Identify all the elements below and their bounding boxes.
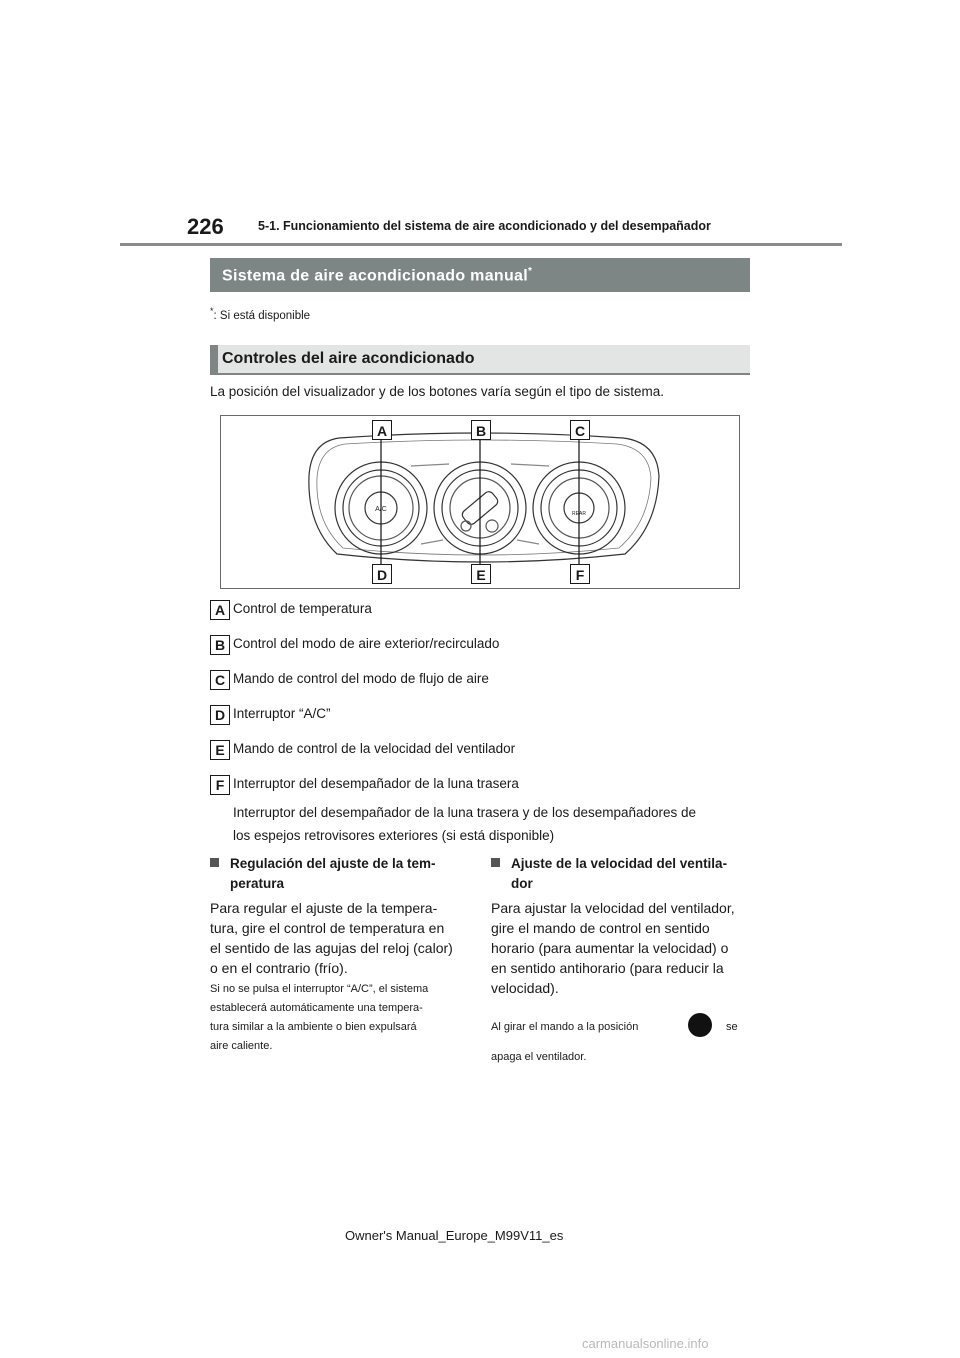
legend-text-a: Control de temperatura	[233, 601, 372, 616]
section-asterisk: *	[528, 266, 533, 277]
temperature-body-line-3: el sentido de las agujas del reloj (calor)	[210, 940, 453, 956]
manual-footer: Owner's Manual_Europe_M99V11_es	[345, 1228, 564, 1243]
temperature-note-line-2: establecerá automáticamente una tempera-	[210, 1002, 423, 1014]
fan-off-note-after: se	[726, 1021, 738, 1033]
fan-off-position-icon	[688, 1013, 712, 1037]
footnote-mark: *	[210, 306, 214, 316]
temperature-body-line-1: Para regular el ajuste de la tempera-	[210, 900, 438, 916]
subsection-title: Controles del aire acondicionado	[222, 350, 475, 367]
footnote-text: : Si está disponible	[213, 309, 311, 322]
fan-speed-body-line-3: horario (para aumentar la velocidad) o	[491, 940, 729, 956]
ac-panel-illustration	[221, 416, 739, 588]
f-note-line-1: Interruptor del desempañador de la luna trasera y de los desempañadores de	[233, 805, 697, 820]
heading-bullet-icon	[491, 858, 500, 867]
callout-b: B	[471, 420, 491, 440]
intro-text: La posición del visualizador y de los botones varía según el tipo de sistema.	[210, 384, 665, 399]
temperature-body-line-2: tura, gire el control de temperatura en	[210, 920, 445, 936]
temperature-note-line-1: Si no se pulsa el interruptor “A/C”, el sistema	[210, 983, 429, 995]
page-number: 226	[187, 214, 224, 239]
legend-text-c: Mando de control del modo de flujo de aire	[233, 671, 489, 686]
temperature-note	[210, 980, 480, 1056]
legend-key-b: B	[210, 635, 230, 655]
legend-key-d: D	[210, 705, 230, 725]
fan-speed-body-line-5: velocidad).	[491, 980, 559, 996]
legend-key-c: C	[210, 670, 230, 690]
section-title-text: Sistema de aire acondicionado manual	[222, 267, 529, 285]
temperature-body-line-4: o en el contrario (frío).	[210, 960, 348, 976]
recirculation-icon	[486, 520, 498, 532]
legend-text-f: Interruptor del desempañador de la luna trasera	[233, 776, 519, 791]
rear-button-label: REAR	[572, 511, 586, 517]
temperature-heading-line-2: peratura	[230, 876, 285, 891]
fresh-air-icon	[461, 521, 471, 531]
callout-d: D	[372, 564, 392, 584]
fan-speed-body-line-2: gire el mando de control en sentido	[491, 920, 710, 936]
temperature-heading	[210, 854, 470, 894]
legend-text-b: Control del modo de aire exterior/recirculado	[233, 636, 500, 651]
legend-key-f: F	[210, 775, 230, 795]
watermark: carmanualsonline.info	[582, 1336, 709, 1351]
callout-f: F	[570, 564, 590, 584]
fan-off-note-before: Al girar el mando a la posición	[491, 1021, 639, 1033]
temperature-note-line-3: tura similar a la ambiente o bien expulsará	[210, 1021, 417, 1033]
f-note-line-2: los espejos retrovisores exteriores (si está disponible)	[233, 828, 555, 843]
temperature-note-line-4: aire caliente.	[210, 1040, 273, 1052]
temperature-body	[210, 898, 480, 978]
temperature-heading-line-1: Regulación del ajuste de la tem-	[230, 856, 436, 871]
ac-controls-figure	[220, 415, 740, 589]
fan-speed-heading	[491, 854, 751, 894]
section-title	[222, 266, 532, 285]
fan-speed-body-line-4: en sentido antihorario (para reducir la	[491, 960, 724, 976]
ac-button-label: A/C	[375, 506, 387, 513]
fan-speed-body	[491, 898, 761, 998]
heading-bullet-icon	[210, 858, 219, 867]
footnote	[210, 306, 310, 322]
fan-speed-heading-line-2: dor	[511, 876, 533, 891]
legend-key-e: E	[210, 740, 230, 760]
legend-key-a: A	[210, 600, 230, 620]
header-rule	[120, 243, 842, 246]
fan-speed-body-line-1: Para ajustar la velocidad del ventilador,	[491, 900, 735, 916]
callout-a: A	[372, 420, 392, 440]
callout-e: E	[471, 564, 491, 584]
legend-text-d: Interruptor “A/C”	[233, 706, 331, 721]
fan-off-note-line-2: apaga el ventilador.	[491, 1051, 587, 1063]
fan-speed-heading-line-1: Ajuste de la velocidad del ventila-	[511, 856, 728, 871]
callout-c: C	[570, 420, 590, 440]
chapter-title: 5-1. Funcionamiento del sistema de aire acondicionado y del desempañador	[258, 219, 711, 233]
legend-text-e: Mando de control de la velocidad del ventilador	[233, 741, 516, 756]
